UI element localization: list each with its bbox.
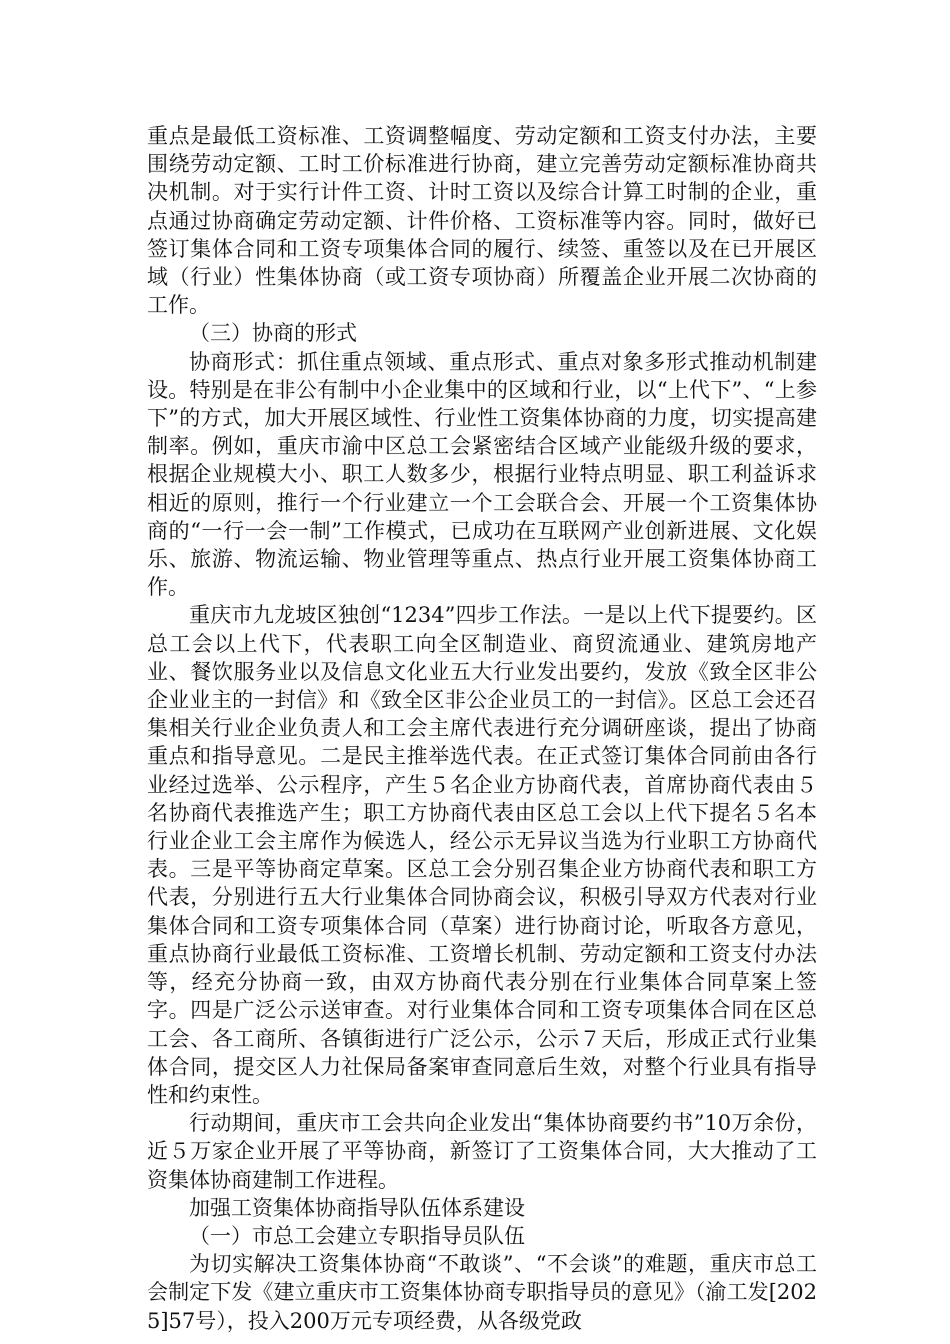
paragraph-negotiation-form: 协商形式：抓住重点领域、重点形式、重点对象多形式推动机制建设。特别是在非公有制中小企业集中的区域和行业，以“上代下”、“上参下”的方式，加大开展区域性、行业性工资集体协商的力度，切实提高建制率。例如，重庆市渝中区总工会紧密结合区域产业能级升级的要求，根据企业规模大小、职工人数多少，根据行业特点明显、职工利益诉求相近的原则，推行一个行业建立一个工会联合会、开展一个工资集体协商的“一行一会一制”工作模式，已成功在互联网产业创新进展、文化娱乐、旅游、物流运输、物业管理等重点、热点行业开展工资集体协商工作。	[147, 349, 817, 600]
paragraph-wage-focus: 重点是最低工资标准、工资调整幅度、劳动定额和工资支付办法，主要围绕劳动定额、工时工价标准进行协商，建立完善劳动定额标准协商共决机制。对于实行计件工资、计时工资以及综合计算工时制的企业，重点通过协商确定劳动定额、计件价格、工资标准等内容。同时，做好已签订集体合同和工资专项集体合同的履行、续签、重签以及在已开展区域（行业）性集体协商（或工资专项协商）所覆盖企业开展二次协商的工作。	[147, 124, 817, 318]
document-body	[147, 122, 817, 1335]
heading-negotiation-form: （三）协商的形式	[189, 321, 357, 346]
paragraph-instructor-opinion: 为切实解决工资集体协商“不敢谈”、“不会谈”的难题，重庆市总工会制定下发《建立重庆市工资集体协商专职指导员的意见》（渝工发[2025]57号），投入200万元专项经费，从各级党政	[147, 1252, 817, 1333]
paragraph-jiulongpo-method: 重庆市九龙坡区独创“1234”四步工作法。一是以上代下提要约。区总工会以上代下，代表职工向全区制造业、商贸流通业、建筑房地产业、餐饮服务业以及信息文化业五大行业发出要约，发放《致全区非公企业业主的一封信》和《致全区非公企业员工的一封信》。区总工会还召集相关行业企业负责人和工会主席代表进行充分调研座谈，提出了协商重点和指导意见。二是民主推举选代表。在正式签订集体合同前由各行业经过选举、公示程序，产生５名企业方协商代表，首席协商代表由５名协商代表推选产生；职工方协商代表由区总工会以上代下提名５名本行业企业工会主席作为候选人，经公示无异议当选为行业职工方协商代表。三是平等协商定草案。区总工会分别召集企业方协商代表和职工方代表，分别进行五大行业集体合同协商会议，积极引导双方代表对行业集体合同和工资专项集体合同（草案）进行协商讨论，听取各方意见，重点协商行业最低工资标准、工资增长机制、劳动定额和工资支付办法等，经充分协商一致，由双方协商代表分别在行业集体合同草案上签字。四是广泛公示送审查。对行业集体合同和工资专项集体合同在区总工会、各工商所、各镇街进行广泛公示，公示７天后，形成正式行业集体合同，提交区人力社保局备案审查同意后生效，对整个行业具有指导性和约束性。	[147, 603, 817, 1107]
heading-guidance-team: 加强工资集体协商指导队伍体系建设	[189, 1195, 525, 1220]
heading-full-time-instructors: （一）市总工会建立专职指导员队伍	[189, 1223, 525, 1248]
paragraph-campaign-results: 行动期间，重庆市工会共向企业发出“集体协商要约书”10万余份，近５万家企业开展了平等协商，新签订了工资集体合同，大大推动了工资集体协商建制工作进程。	[147, 1111, 817, 1192]
